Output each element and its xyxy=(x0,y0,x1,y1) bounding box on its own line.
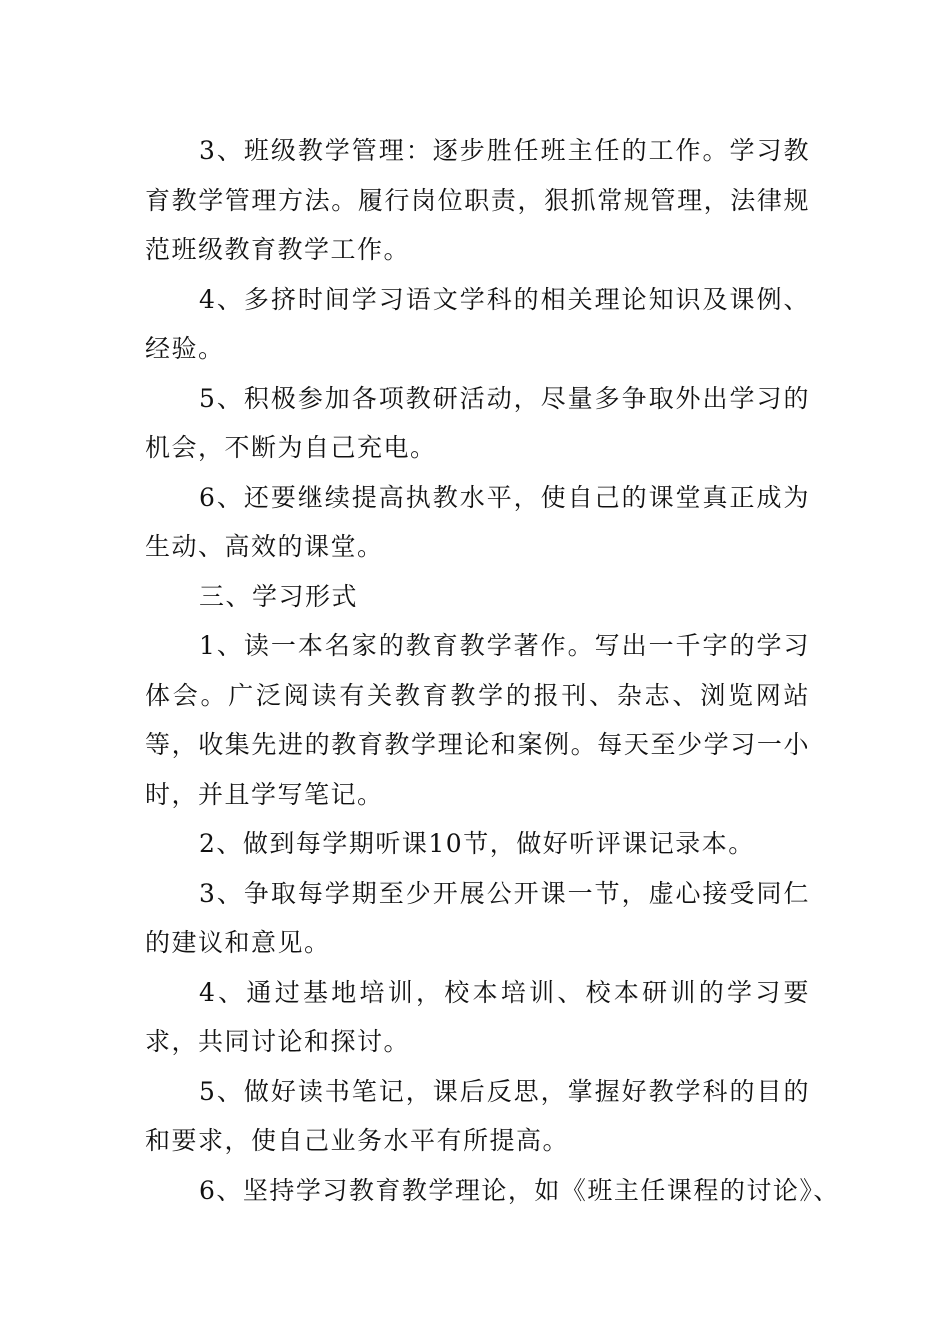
paragraph-study-theory: 4、多挤时间学习语文学科的相关理论知识及课例、经验。 xyxy=(145,284,810,363)
paragraph-class-management: 3、班级教学管理：逐步胜任班主任的工作。学习教育教学管理方法。履行岗位职责，狠抓常规管理，法律规范班级教育教学工作。 xyxy=(145,136,810,264)
paragraph-teaching-level: 6、还要继续提高执教水平，使自己的课堂真正成为生动、高效的课堂。 xyxy=(145,482,810,561)
paragraph-theory-study: 6、坚持学习教育教学理论，如《班主任课程的讨论》、 xyxy=(199,1175,840,1205)
paragraph-research-activities: 5、积极参加各项教研活动，尽量多争取外出学习的机会，不断为自己充电。 xyxy=(145,383,810,462)
paragraph-reading: 1、读一本名家的教育教学著作。写出一千字的学习体会。广泛阅读有关教育教学的报刊、杂志、浏览网站等，收集先进的教育教学理论和案例。每天至少学习一小时，并且学写笔记。 xyxy=(145,631,810,809)
document-body xyxy=(145,126,840,1215)
paragraph-reading-notes: 5、做好读书笔记，课后反思，掌握好教学科的目的和要求，使自己业务水平有所提高。 xyxy=(145,1076,810,1155)
section-heading-learning-forms: 三、学习形式 xyxy=(199,581,359,611)
paragraph-lesson-observation: 2、做到每学期听课10节，做好听评课记录本。 xyxy=(199,829,755,858)
paragraph-training: 4、通过基地培训，校本培训、校本研训的学习要求，共同讨论和探讨。 xyxy=(145,977,810,1056)
paragraph-open-class: 3、争取每学期至少开展公开课一节，虚心接受同仁的建议和意见。 xyxy=(145,878,810,957)
